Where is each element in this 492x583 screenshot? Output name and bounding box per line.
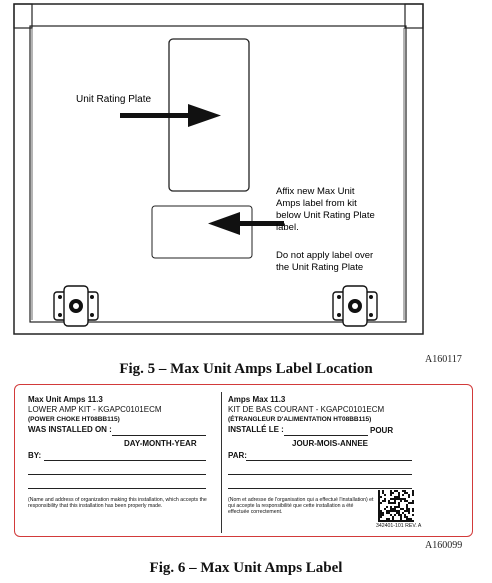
latch-left-icon [54,286,98,326]
figure-5-caption: Fig. 5 – Max Unit Amps Label Location [119,361,373,377]
label-divider [221,392,222,533]
latch-right-icon [333,286,377,326]
rating-plate-callout: Unit Rating Plate [76,94,152,105]
warning-line-2: the Unit Rating Plate [276,262,364,273]
by-line-fr [246,460,412,461]
label-fr-installed-on: INSTALLÉ LE : [228,425,284,434]
label-fr-by: PAR: [228,451,247,460]
label-en-title: Max Unit Amps 11.3 [28,395,103,404]
figure-6-caption: Fig. 6 – Max Unit Amps Label [149,560,343,576]
warning-line-1: Do not apply label over [276,250,374,261]
label-en-date-format: DAY-MONTH-YEAR [124,439,197,448]
date-line-fr [284,435,368,436]
label-fr-pour: POUR [370,426,394,435]
address-line-en-1 [28,474,206,475]
by-line-en [44,460,206,461]
figure-6-code: A160099 [425,540,463,551]
label-en-kit: LOWER AMP KIT - KGAPC0101ECM [28,405,162,414]
label-fr-kit: KIT DE BAS COURANT - KGAPC0101ECM [228,405,385,414]
label-en-installed-on: WAS INSTALLED ON : [28,425,112,434]
note-line-2: Amps label from kit [276,198,357,209]
address-line-en-2 [28,488,206,489]
address-line-fr-1 [228,474,412,475]
label-part-number: 342401-101 REV. A [376,523,422,529]
address-line-fr-2 [228,488,412,489]
date-line-en [112,435,206,436]
qr-code-icon [378,490,414,522]
label-en-by: BY: [28,451,42,460]
note-line-3: below Unit Rating Plate [276,210,375,221]
figure-5-code: A160117 [425,354,462,365]
note-line-4: label. [276,222,299,233]
label-fr-date-format: JOUR-MOIS-ANNEE [292,439,369,448]
label-en-footer: (Name and address of organization making this installation, which accepts the responsibility that this installation has been properly made. [28,497,207,509]
note-line-1: Affix new Max Unit [276,186,355,197]
label-fr-footer: (Nom et adresse de l'organisation qui a effectué l'installation) et qui accepte la responsibilité que cette installation a été effectuée correctement. [228,497,374,515]
label-fr-choke: (ÉTRANGLEUR D'ALIMENTATION HT08BB115) [228,416,372,423]
label-fr-title: Amps Max 11.3 [228,395,286,404]
label-en-choke: (POWER CHOKE HT08BB115) [28,416,120,423]
